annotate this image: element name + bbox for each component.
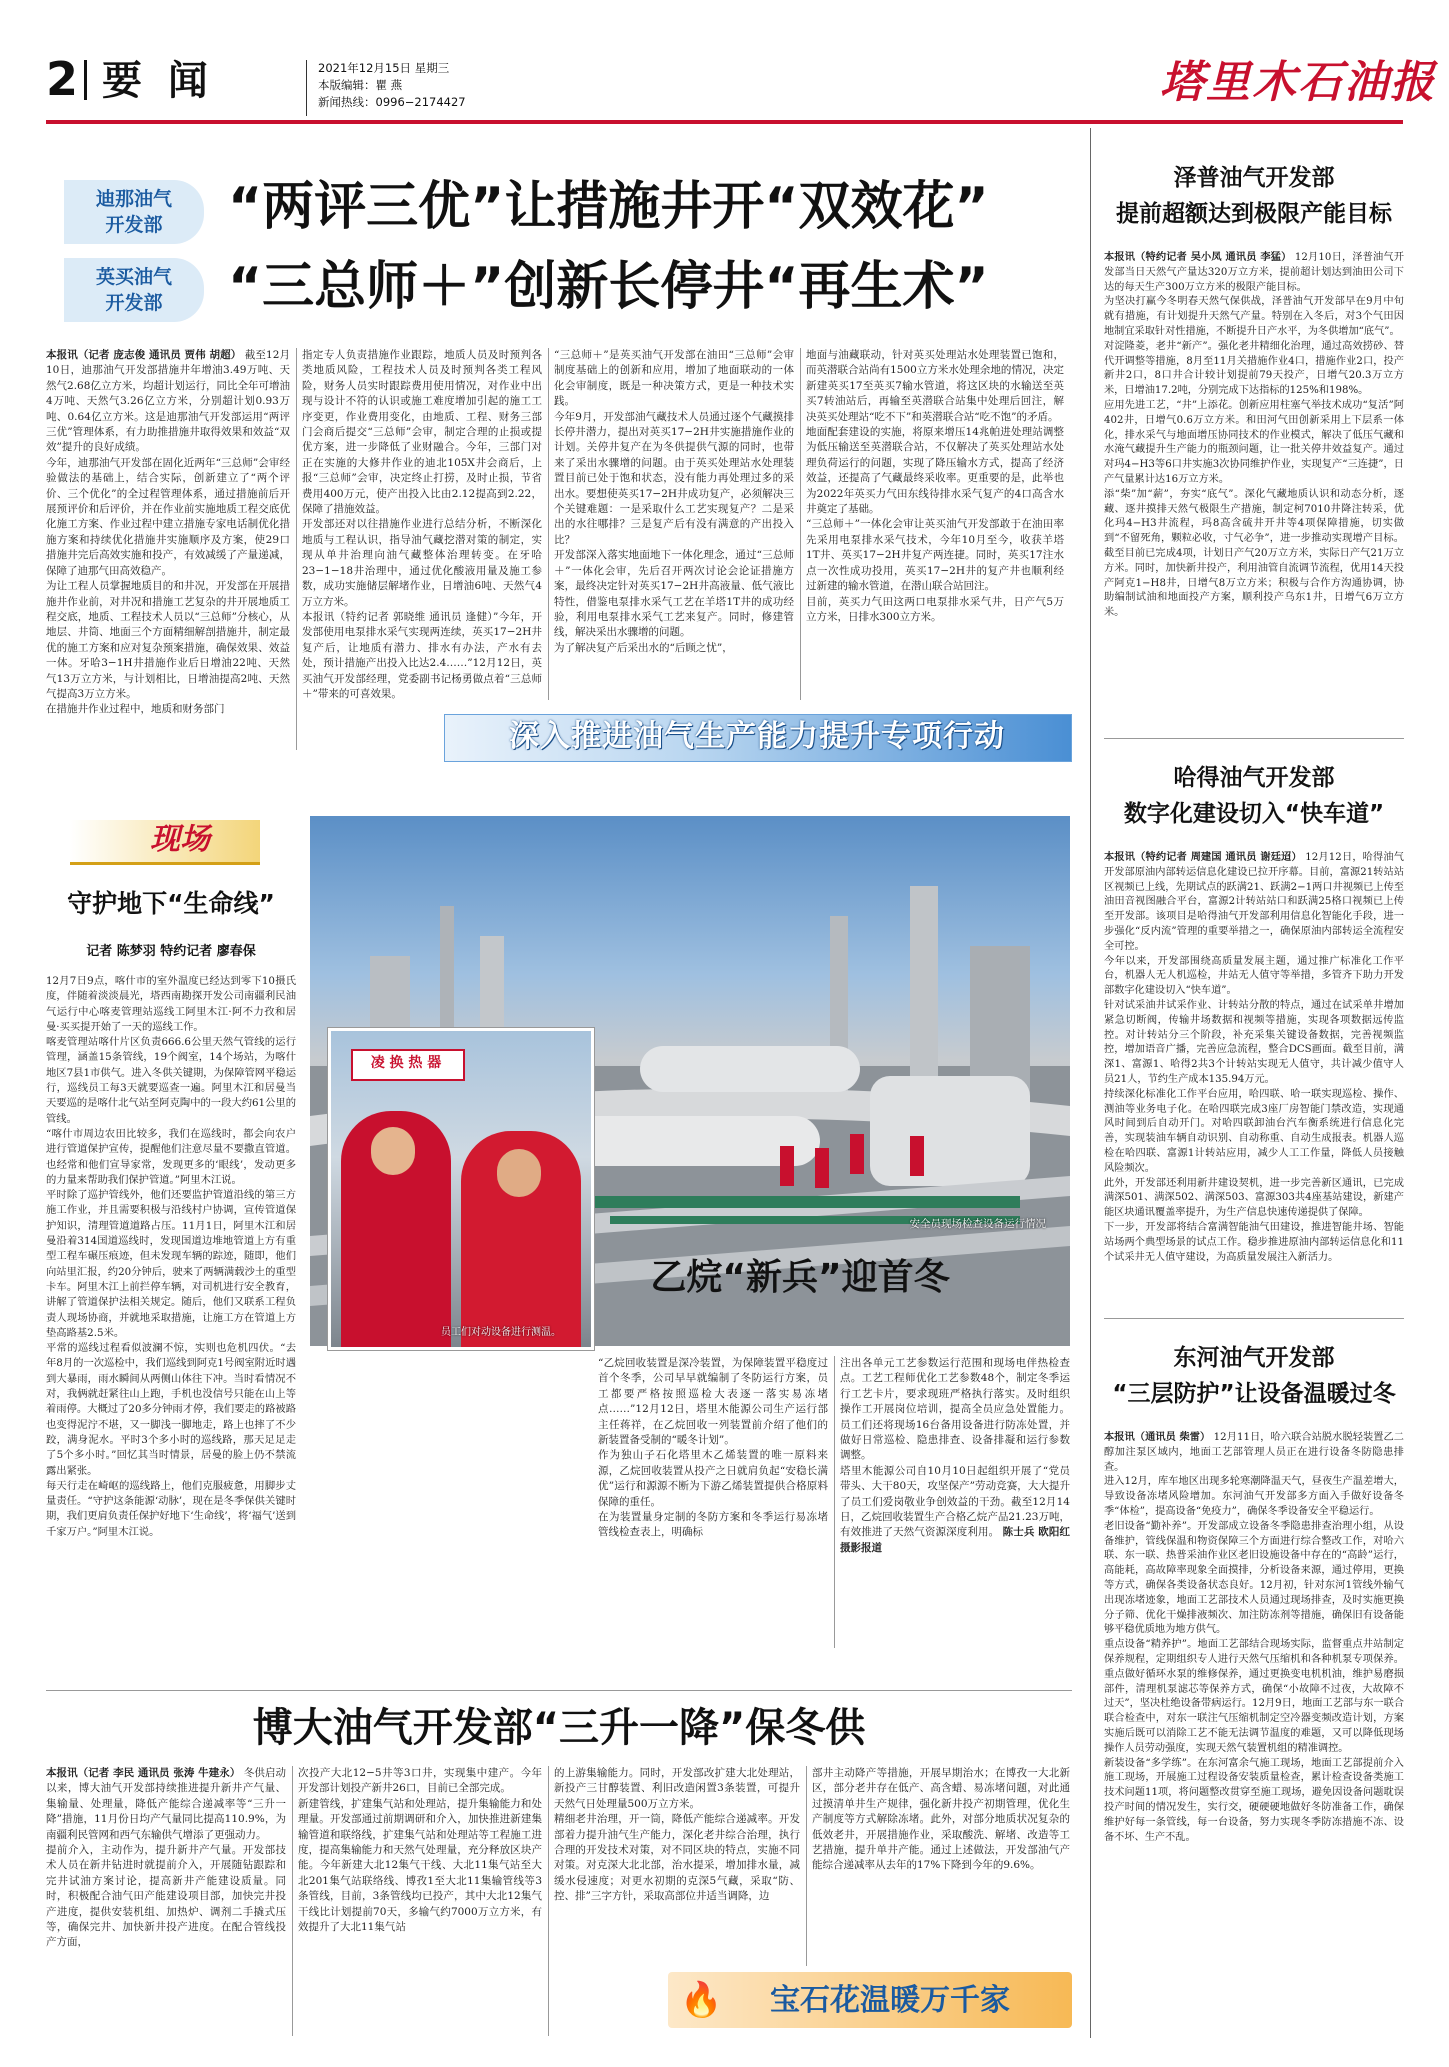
bottom-col-2: 次投产大北12−5井等3口井，实现集中建产。今年开发部计划投产新井26口，目前已全部完成。 新建管线，扩建集气站和处理站，提升集输能力和处理量。开发部通过前期调研和介入，加快推进新建集输管道和联络线，扩建集气站和处理站等工程施工进度，提高集输能力和天然气处理量，充分释放区块产能。今年新建大北12集气干线、大北11集气站至大北201集气站联络线、博孜1至大北11集输管线等3条管线，目前，3条管线均已投产，其中大北12集气干线比计划提前70天，多输气约7000万立方米，有效提升了大北11集气站 [298,1767,542,1934]
lead-byline: 本报讯（记者 庞志俊 通讯员 贾伟 胡超） [46,349,242,361]
hotline: 新闻热线：0996−2174427 [318,95,466,109]
photo-credit: 陈士兵 欧阳红 摄影报道 [840,1526,1070,1554]
dept-tag-yingmai-label: 英买油气 开发部 [95,266,172,314]
header-red-rule [46,120,1403,124]
feature-headline-text: 乙烷“新兵”迎首冬 [650,1257,950,1298]
feature-col-1: “乙烷回收装置是深冷装置，为保障装置平稳度过首个冬季，公司早早就编制了冬防运行方案，员工都要严格按照巡检大表逐一落实易冻堵点……”12月12日，塔里木能源公司生产运行部主任蒋祥，在乙烷回收一列装置前介绍了他们的新装置备受制的“暖冬计划”。 作为独山子石化塔里木乙烯装置的唯一原料来源，乙烷回收装置从投产之日就肩负起“安稳长满优”运行和源源不断为下游乙烯装置提供合格原料保障的重任。 在为装置量身定制的冬防方案和冬季运行易冻堵管线检查表上，明确标 [598,1357,828,1539]
worker-face-right [497,1149,541,1197]
worker-face-left [371,1127,415,1175]
donghe-byline: 本报讯（通讯员 柴雷） [1104,1431,1211,1443]
sidebar-sep [1104,1318,1404,1319]
col-divider [834,1356,835,1648]
col-divider [806,1766,807,1966]
editor-line: 本版编辑：瞿 燕 [318,78,403,92]
sidebar-sep [1104,738,1404,739]
col-divider [296,348,297,750]
bottom-byline: 本报讯（记者 李民 通讯员 张涛 牛建永） [46,1767,241,1779]
lead-headline-2: “三总师＋”创新长停井“再生术” [228,257,989,317]
dept-tag-dina-label: 迪那油气 开发部 [95,188,172,236]
header-rule-vertical [306,60,307,116]
feature-col-2 [840,1356,1070,1648]
scene-byline: 记者 陈梦羽 特约记者 廖春保 [86,944,256,959]
zepu-body [1104,250,1404,696]
lead-col-1-text: 截至12月10日，迪那油气开发部措施井年增油3.49万吨、天然气2.68亿立方米，均超计划运行，同比全年可增油4万吨、天然气3.26亿立方米，分别超计划0.93万吨、0.64亿立方米。这是迪那油气开发部运用“两评三优”管理体系，有力助推措施井取得效果和效益“双效”提升的良好成绩。 今年，迪那油气开发部在固化近两年“三总师”会审经验做法的基础上，结合实际，创新建立了“两个评价、三个优化”的全过程管理体系，通过措施前后开展预评价和后评价，并在作业前实施地质工程交底优化施工方案、作业过程中建立措施专家电话制优化措施方案和持续优化措施井实施顺序及方案，使29口措施井完后高效实施和投产，有效减缓了产量递减，保障了迪那气田高效稳产。 为让工程人员掌握地质目的和井况，开发部在开展措施井作业前，对井况和措施工艺复杂的井开展地质工程交底，地质、工程技术人员以“三总师”分核心，从地层、井筒、地面三个方面精细解剖措施井，制定最优的施工方案和应对复杂预案措施，确保效果、效益一体。牙哈3−1H井措施作业后日增油22吨、天然气13万立方米，与计划相比，日增油提高2吨、天然气提高3万立方米。 在措施井作业过程中，地质和财务部门 [46,349,290,716]
main-photo-caption: 安全员现场检查设备运行情况 [909,1218,1046,1230]
donghe-body [1104,1430,1404,2036]
lead-col-1 [46,348,290,750]
donghe-text: 12月11日，哈六联合站脱水脱轻装置乙二醇加注泵区域内，地面工艺部管理人员正在进行设备冬防隐患排查。 进入12月，库车地区出现多轮寒潮降温天气，昼夜生产温差增大，导致设备冻堵风险增加。东河油气开发部多方面入手做好设备冬季“体检”，提高设备“免疫力”，确保冬季设备安全平稳运行。 老旧设备“勤补养”。开发部成立设备冬季隐患排查治理小组，从设备维护，管线保温和物资保障三个方面进行综合整改工作，对哈六联、东一联、热普采油作业区老旧设施设备中存在的“高龄”运行，高能耗，高故障率现象全面摸排，分析设备来源，通过停用，更换等方式，确保各类设备状态良好。12月初，针对东河1管线外输气出现冻堵迹象，地面工艺部技术人员通过现场排查，及时实施更换分子筛、优化干燥排液频次、加注防冻剂等措施，确保旧有设备能够平稳优质地为地方供气。 重点设备“精养护”。地面工艺部结合现场实际，监督重点井站制定保养规程，定期组织专人进行天然气压缩机和各种机泵专项保养。重点做好循环水泵的维修保养，通过更换变电机机油，维护易磨损部件，清理机泵滤芯等保养方式，确保“小故障不过夜，大故障不过天”，坚决杜绝设备带病运行。12月9日，地面工艺部与东一联合联合检查中，对东一联注气压缩机制定空冷器变频改造计划，方案实施后既可以消除工艺不能无法调节温度的难题，又可以降低现场操作人员劳动强度，实现天然气装置机组的精准调控。 新装设备“多学练”。在东河富余气施工现场，地面工艺部提前介入施工现场，开展施工过程设备安装质量检查，累计检查设备类施工技术问题11项，将问题整改贯穿至施工现场，避免因设备问题耽误投产时间的情况发生，实行交，硬硬硬地做好冬防准备工作，确保维护好每一条管线，每一台设备，努力实现冬季防冻措施不冻、设备不坏、生产不乱。 [1104,1432,1404,1843]
bottom-col-1 [46,1766,286,2036]
sidebar-divider [1090,128,1091,2038]
zepu-byline: 本报讯（特约记者 吴小凤 通讯员 李猛） [1104,251,1292,263]
zepu-headline: 泽普油气开发部 提前超额达到极限产能目标 [1116,165,1392,227]
campaign-banner-text: 深入推进油气生产能力提升专项行动 [509,719,1005,754]
col-divider [292,1766,293,2036]
bottom-top-rule [46,1690,1072,1691]
col-divider [548,1766,549,2036]
lead-col-4: 地面与油藏联动，针对英买处理站水处理装置已饱和，而英潜联合站尚有1500立方米水处理余地的情况，决定新建英买17至英买7输水管道，将这区块的水输送至英买7转油站后，再输至英潜联合站集中处理后回注，解决英买处理站“吃不下”和英潜联合站“吃不饱”的矛盾。 地面配套建设的实施，将原来增压14兆帕进处理站调整为低压输送至英潜联合站，不仅解决了英买处理站水处理负荷运行的问题，实现了降压输水方式，提高了经济效益，还提高了气藏最终采收率。更重要的是，此举也为2022年英买力气田东线待排水采气复产的4口高含水井奠定了基础。 “三总师＋”一体化会审让英买油气开发部敢于在油田率先采用电泵排水采气技术，今年10月至今，收获羊塔1T井、英买17−2H井复产两连捷。同时，英买17注水点一次性成功投用，英买17−2H井的复产井也顺利经过新建的输水管道，在潜山联合站回注。 目前，英买力气田这两口电泵排水采气井，日产气5万立方米，日排水300立方米。 [806,349,1064,623]
feature-col-2-text: 注出各单元工艺参数运行范围和现场电伴热检查点。工艺工程师优化工艺参数48个，制定冬季运行工艺卡片，要求现班严格执行落实。及时组织操作工开展岗位培训，提高全员应急处置能力。员工们还将现场16台备用设备进行防冻处置，并做好日常巡检、隐患排查、设备排凝和运行参数调整。 塔里木能源公司自10月10日起组织开展了“党员带头、大干80天，攻坚保产”劳动竞赛，大大提升了员工们爱岗敬业争创效益的干劲。截至12月14日，乙烷回收装置生产合格乙烷产品21.23万吨，有效推进了天然气资源深度利用。 [840,1357,1070,1539]
inset-photo-caption: 员工们对动设备进行测温。 [441,1327,561,1338]
bottom-col-4: 部井主动降产等措施，开展早期治水；在博孜一大北新区，部分老井存在低产、高含蜡、易冻堵问题，对此通过摸清单井生产规律，强化新井投产初期管理，优化生产制度等方式解除冻堵。此外，对部分地质状况复杂的低效老井，开展措施作业，采取酸洗、解堵、改造等工艺措施，提升单井产能。通过上述做法，开发部油气产能综合递减率从去年的17%下降到今年的9.6%。 [812,1767,1070,1872]
hade-text: 12月12日，哈得油气开发部原油内部转运信息化建设已拉开序幕。目前，富源21转站站区视频已上线，先期试点的跃满21、跃满2−1两口井视频已上传至油田音视图融合平台，富源2计转站站口和跃满25格口视频已上传至开发部。该项目是哈得油气开发部利用信息化智能化手段，进一步强化“反内流”管理的重要举措之一，确保原油内部转运全流程安全可控。 今年以来，开发部围绕高质量发展主题，通过推广标准化工作平台，机器人无人机巡检，井站无人值守等举措，多管齐下助力开发部数字化建设切入“快车道”。 针对试采油井试采作业、计转站分散的特点，通过在试采单井增加紧急切断阀，传输井场数据和视频等措施，实现各项数据远传监控。对计转站分三个阶段，补充采集关键设备数据，完善视频监控，增加语音广播，完善应急流程，整合DCS画面。截至目前，满深1、富源1、哈得2共3个计转站实现无人值守，共计减少值守人员21人，节约生产成本135.94万元。 持续深化标准化工作平台应用，哈四联、哈一联实现巡检、操作、测油等业务电子化。在哈四联完成3座厂房智能门禁改造，实现通风时间到后自动开门。对哈四联卸油台汽车衡系统进行信息化完善，实现装油车辆自动识别、自动称重、自动生成报表。机器人巡检在哈四联、富源1计转站应用，减少人工工作量，降低人员接触风险频次。 此外，开发部还利用新井建设契机，进一步完善新区通讯，已完成满深501、满深502、满深503、富源303共4座基站建设，新建产能区块通讯覆盖率提升，为生产信息快速传递提供了保障。 下一步，开发部将结合富满智能油气田建设，推进智能井场、智能站场两个典型场景的试点工作。稳步推进原油内部转运信息化和11个试采井无人值守建设，为高质量发展注入新活力。 [1104,852,1404,1263]
page-number: 2 [46,52,79,106]
scene-body: 12月7日9点，喀什市的室外温度已经达到零下10摄氏度，伴随着淡淡晨光，塔西南勘探开发公司南疆利民油气运行中心喀麦管理站巡线工阿里木江·阿不力孜和居曼·买买提开始了一天的巡线工作。 喀麦管理站喀什片区负责666.6公里天然气管线的运行管理，涵盖15条管线，19个阀室，14个场站，为喀什地区7县1市供气。进入冬供关键期，为保障管网平稳运行，巡线员工每3天就要巡查一遍。阿里木江和居曼当天要巡的是喀什北气站至阿克陶中的一段大约61公里的管线。 “喀什市周边农田比较多，我们在巡线时，都会向农户进行管道保护宣传，提醒他们注意尽量不要撒直管道。也经常和他们宣导家常，发现更多的‘眼线’，发动更多的力量来帮助我们保护管道。”阿里木江说。 平时除了巡护管线外，他们还要监护管道沿线的第三方施工作业，并且需要积极与沿线村户协调，宣传管道保护知识，清理管道道路占压。11月1日，阿里木江和居曼沿着314国道巡线时，发现国道边堆地管道上方有重型工程车碾压痕迹，但未发现车辆的踪迹，随即，他们向站里汇报，约20分钟后，驶来了两辆满载沙土的重型卡车。阿里木江上前拦停车辆，对司机进行安全教育，讲解了管道保护法相关规定。随后，他们又联系工程负责人现场协商，并就地采取措施，让施工方在管道上方垫高路基2.5米。 平常的巡线过程看似波澜不惊，实则也危机四伏。“去年8月的一次巡检中，我们巡线到阿克1号阀室附近时遇到大暴雨，雨水瞬间从两侧山体往下冲。当时看情况不对，我俩就赶紧往山上跑，手机也没信号只能在山上等着雨停。大概过了20多分钟雨才停，我们要走的路被路也变得泥泞不堪，又一脚浅一脚地走，路上也摔了不少跤，满身泥水。平时3个多小时的巡线路，那天足足走了5个多小时。”回忆其当时情景，居曼的脸上仍不禁流露出紧张。 每天行走在崎岖的巡线路上，他们克服疲惫，用脚步丈量责任。“守护这条能源‘动脉’，现在是冬季保供关键时期，我们更肩负责任保护好地下‘生命线’，将‘福气’送到千家万户。”阿里木江说。 [46,975,296,1538]
hade-headline: 哈得油气开发部 数字化建设切入“快车道” [1123,765,1385,827]
masthead-logo: 塔里木石油报 [1160,57,1436,108]
section-title: 要 闻 [102,57,214,104]
scene-headline: 守护地下“生命线” [67,889,275,918]
donghe-headline: 东河油气开发部 “三层防护”让设备温暖过冬 [1112,1345,1396,1407]
col-divider [548,348,549,700]
bottom-col-3: 的上游集输能力。同时，开发部改扩建大北处理站，新投产三甘醇装置、利旧改造闲置3条装置，可提升天然气日处理量500万立方米。 精细老井治理，开一筒，降低产能综合递减率。开发部着力提升油气生产能力，深化老井综合治理，执行合理的开发技术对策，对不同区块的特点，实施不同对策。对克深大北北部，治水提采，增加排水量，减缓水侵速度；对更水初期的克深5气藏，采取“防、控、排”三字方针，采取高部位井适当调降，边 [554,1767,800,1903]
col-divider [800,348,801,700]
date-line: 2021年12月15日 星期三 [318,61,450,75]
warmth-banner-text: 宝石花温暖万千家 [770,1983,1010,2018]
bottom-headline: 博大油气开发部“三升一降”保冬供 [252,1705,866,1751]
lead-col-2: 指定专人负责措施作业跟踪，地质人员及时预判各类地质风险，工程技术人员及时预判各类工程风险，财务人员实时跟踪费用使用情况，对作业中出现与设计不符的认识或施工难度增加引起的施工工序变更，作业费用变化，由地质、工程、财务三部门会商后提交“三总师”会审，制定合理的止损或提优方案，进一步降低了业财融合。今年，三部门对正在实施的大修井作业的迪北105X井会商后，上报“三总师”会审，决定终止打捞，及时止损，节省费用400万元，使产出投入比由2.12提高到2.22，保障了措施效益。 开发部还对以往措施作业进行总结分析，不断深化地质与工程认识，指导油气藏挖潜对策的制定，实现从单井治理向油气藏整体治理转变。在牙哈23−1−18井治理中，通过优化酸液用量及施工参数，成功实施储层解堵作业，日增油6吨、天然气4万立方米。 本报讯（特约记者 郭晓维 通讯员 逢健）”今年，开发部使用电泵排水采气实现两连续，英买17−2H井复产后，让地质有潜力、排水有办法，产水有去处，预计措施产出投入比达2.4……”12月12日，英买油气开发部经理，党委副书记杨勇做点着“三总师＋”带来的可喜效果。 [302,349,542,700]
feature-headline [550,1256,1050,1300]
inset-photo [328,1028,594,1350]
hade-body [1104,850,1404,1282]
warning-sign-text: 凌 换 热 器 [370,1055,442,1071]
zepu-text: 12月10日，泽普油气开发部当日天然气产量达320万立方米，提前超计划达到油田公司下达的每天生产300万立方米的极限产能目标。 为坚决打赢今冬明春天然气保供战，泽普油气开发部早在9月中旬就有措施，有计划提升天然气产量。特别在入冬后，对3个气田因地制宜采取针对性措施，不断提升日产水平，为冬供增加“底气”。 对淀隆菱，老井“新产”。强化老井精细化治理，通过高效捞砂、替代开调整等措施，8月至11月关措施作业4口，措施作业2口，投产新井2口，8口井合计较计划提前79天投产，日增气20.3万立方米，日增油17.2吨，分别完成下达指标的125%和198%。 应用先进工艺，“井”上添花。创新应用柱塞气举技术成功“复活”阿402井，日增气0.6万立方米。和田河气田创新采用上下层系一体化，排水采气与地面增压协同技术的作业模式，解决了低压气藏和水淹气藏提升生产能力的瓶颈问题，让一批关停井效益复产。通过对玛4−H3等6口井实施3次协同维护作业，实现复产“三连捷”，日产气量累计达16万立方米。 添“柴”加“薪”，夯实“底气”。深化气藏地质认识和动态分析，逐藏、逐井摸排天然气极限生产措施，制定柯7010井降注转采，优化玛4−H3井流程，玛8高含硫井开井等4项保障措施，切实做到“不留死角，颗粒必收，寸气必争”，进一步推动实现增产目标。截至目前已完成4项，计划日产气20万立方米，实际日产气21万立方米。同时，加快新井投产，利用油管自流调节流程，优用14天投产阿克1−H8井，日增气8万立方米；积极与合作方沟通协调，协助编制试油和地面投产方案，顺利投产乌东1井，日增气6万立方米。 [1104,252,1404,619]
lead-col-3: “三总师＋”是英买油气开发部在油田“三总师”会审制度基础上的创新和应用，增加了地面联动的一体化会审制度，既是一种决策方式，更是一种技术实践。 今年9月，开发部油气藏技术人员通过逐个气藏摸排长停井潜力，提出对英买17−2H井实施措施作业的计划。关停井复产在为冬供提供气源的同时，也带来了采出水骤增的问题。由于英买处理站水处理装置目前已处于饱和状态，没有能力再处理过多的采出水。要想使英买17−2H井成功复产，必须解决三个关键难题：一是采取什么工艺实现复产？二是采出的水往哪排？三是复产后有没有满意的产出投入比？ 开发部深入落实地面地下一体化理念，通过“三总师＋”一体化会审，先后召开两次讨论会论证措施方案，最终决定针对英买17−2H井高液量、低气液比特性，借鉴电泵排水采气工艺在羊塔1T井的成功经验，利用电泵排水采气工艺来复产。同时，修建管线，解决采出水骤增的问题。 为了解决复产后采出水的“后顾之忧”， [554,349,794,654]
flame-icon: 🔥 [680,1980,723,2020]
hade-byline: 本报讯（特约记者 周建国 通讯员 谢廷迢） [1104,851,1302,863]
header-divider-bar [84,60,87,100]
scene-logo-text: 现场 [150,822,210,857]
bottom-col-1-text: 冬供启动以来，博大油气开发部持续推进提升新井产气量、集输量、处理量，降低产能综合递减率等“三升一降”措施，11月份日均产气量同比提高110.9%，为南疆利民管网和西气东输供气增添了更强动力。 提前介入，主动作为，提升新井产气量。开发部技术人员在新井钻进时就提前介入，开展随钻跟踪和完井试油方案讨论，提高新井产能建设质量。同时，积极配合油气田产能建设项目部，加快完井投产进度，提供安装机组、加热炉、调剂二手撬式压等，确保完井、加快新井投产进度。在配合管线投产方面， [46,1767,286,1949]
lead-headline-1: “两评三优”让措施井开“双效花” [228,177,989,237]
